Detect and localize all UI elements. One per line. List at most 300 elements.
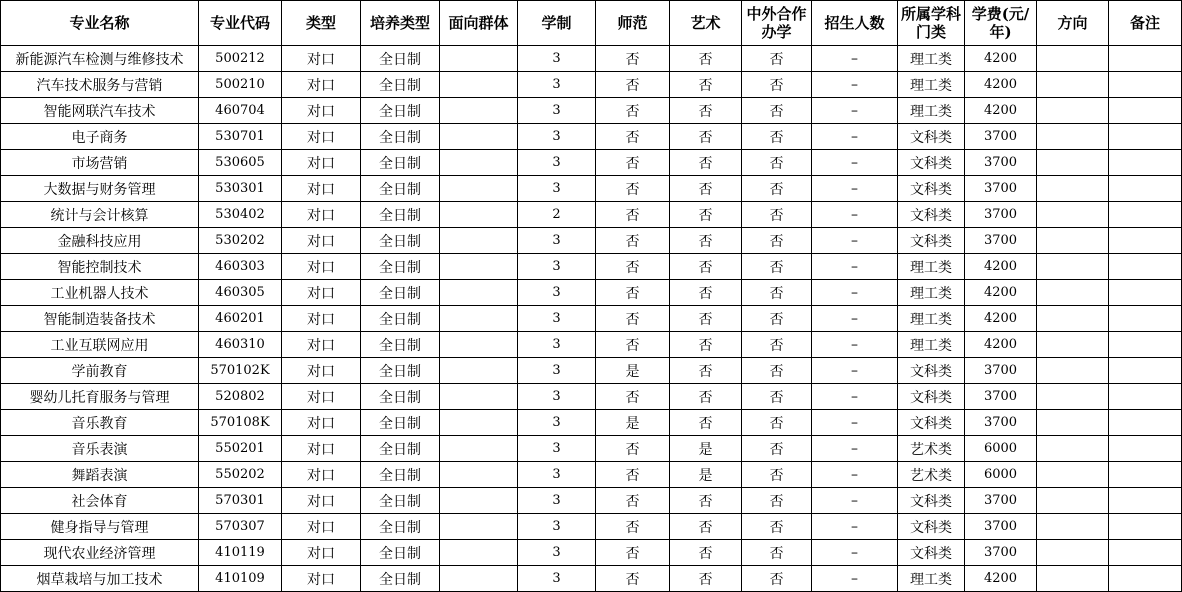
cell-enrollment: – (812, 280, 898, 306)
cell-remarks (1109, 254, 1182, 280)
cell-tuition: 3700 (965, 124, 1037, 150)
cell-training-type: 全日制 (361, 202, 440, 228)
table-row (1, 358, 1182, 384)
cell-art: 否 (670, 488, 742, 514)
cell-enrollment: – (812, 228, 898, 254)
cell-teacher-training: 是 (596, 410, 670, 436)
header-cell-major-name: 专业名称 (1, 1, 199, 46)
cell-art: 否 (670, 176, 742, 202)
cell-training-type: 全日制 (361, 72, 440, 98)
cell-remarks (1109, 358, 1182, 384)
cell-remarks (1109, 72, 1182, 98)
table-row (1, 410, 1182, 436)
cell-tuition: 4200 (965, 306, 1037, 332)
cell-major-name: 汽车技术服务与营销 (1, 72, 199, 98)
cell-major-name: 婴幼儿托育服务与管理 (1, 384, 199, 410)
cell-teacher-training: 否 (596, 436, 670, 462)
table-row (1, 46, 1182, 72)
header-cell-type: 类型 (282, 1, 361, 46)
cell-joint-program: 否 (742, 228, 812, 254)
cell-duration: 3 (518, 540, 596, 566)
cell-target-group (440, 98, 518, 124)
cell-type: 对口 (282, 384, 361, 410)
cell-major-name: 统计与会计核算 (1, 202, 199, 228)
cell-major-name: 新能源汽车检测与维修技术 (1, 46, 199, 72)
cell-discipline: 理工类 (898, 46, 965, 72)
cell-teacher-training: 否 (596, 150, 670, 176)
cell-remarks (1109, 228, 1182, 254)
cell-joint-program: 否 (742, 306, 812, 332)
cell-training-type: 全日制 (361, 150, 440, 176)
cell-joint-program: 否 (742, 384, 812, 410)
cell-target-group (440, 46, 518, 72)
cell-joint-program: 否 (742, 462, 812, 488)
header-cell-training-type: 培养类型 (361, 1, 440, 46)
cell-major-code: 530202 (199, 228, 282, 254)
cell-major-name: 智能控制技术 (1, 254, 199, 280)
cell-art: 否 (670, 514, 742, 540)
cell-teacher-training: 否 (596, 72, 670, 98)
cell-duration: 3 (518, 72, 596, 98)
cell-teacher-training: 否 (596, 384, 670, 410)
cell-training-type: 全日制 (361, 280, 440, 306)
cell-teacher-training: 否 (596, 98, 670, 124)
cell-enrollment: – (812, 150, 898, 176)
cell-joint-program: 否 (742, 410, 812, 436)
cell-tuition: 4200 (965, 280, 1037, 306)
cell-major-name: 工业互联网应用 (1, 332, 199, 358)
cell-direction (1037, 202, 1109, 228)
cell-major-code: 530402 (199, 202, 282, 228)
table-row (1, 228, 1182, 254)
cell-type: 对口 (282, 462, 361, 488)
table-body (1, 46, 1182, 592)
cell-target-group (440, 150, 518, 176)
table-row (1, 332, 1182, 358)
cell-discipline: 文科类 (898, 384, 965, 410)
table-row (1, 202, 1182, 228)
cell-type: 对口 (282, 98, 361, 124)
cell-teacher-training: 否 (596, 202, 670, 228)
table-row (1, 176, 1182, 202)
cell-training-type: 全日制 (361, 98, 440, 124)
cell-target-group (440, 540, 518, 566)
cell-discipline: 文科类 (898, 410, 965, 436)
cell-direction (1037, 540, 1109, 566)
cell-duration: 3 (518, 98, 596, 124)
cell-major-name: 学前教育 (1, 358, 199, 384)
cell-duration: 3 (518, 280, 596, 306)
cell-enrollment: – (812, 332, 898, 358)
cell-tuition: 4200 (965, 254, 1037, 280)
cell-major-code: 500210 (199, 72, 282, 98)
cell-target-group (440, 410, 518, 436)
cell-art: 否 (670, 202, 742, 228)
cell-enrollment: – (812, 124, 898, 150)
cell-major-code: 500212 (199, 46, 282, 72)
cell-target-group (440, 280, 518, 306)
cell-discipline: 文科类 (898, 540, 965, 566)
cell-major-code: 570108K (199, 410, 282, 436)
cell-discipline: 文科类 (898, 124, 965, 150)
cell-art: 否 (670, 46, 742, 72)
cell-type: 对口 (282, 46, 361, 72)
table-row (1, 462, 1182, 488)
cell-type: 对口 (282, 280, 361, 306)
cell-direction (1037, 410, 1109, 436)
cell-remarks (1109, 176, 1182, 202)
cell-art: 否 (670, 72, 742, 98)
cell-type: 对口 (282, 306, 361, 332)
cell-type: 对口 (282, 228, 361, 254)
cell-target-group (440, 202, 518, 228)
cell-teacher-training: 是 (596, 358, 670, 384)
cell-type: 对口 (282, 150, 361, 176)
cell-type: 对口 (282, 358, 361, 384)
cell-art: 否 (670, 540, 742, 566)
cell-duration: 3 (518, 150, 596, 176)
header-cell-target-group: 面向群体 (440, 1, 518, 46)
cell-tuition: 6000 (965, 436, 1037, 462)
cell-training-type: 全日制 (361, 124, 440, 150)
cell-art: 否 (670, 228, 742, 254)
cell-target-group (440, 254, 518, 280)
cell-tuition: 4200 (965, 566, 1037, 592)
cell-target-group (440, 488, 518, 514)
cell-duration: 3 (518, 358, 596, 384)
cell-remarks (1109, 202, 1182, 228)
cell-remarks (1109, 462, 1182, 488)
cell-major-name: 电子商务 (1, 124, 199, 150)
cell-duration: 3 (518, 124, 596, 150)
cell-enrollment: – (812, 384, 898, 410)
cell-training-type: 全日制 (361, 410, 440, 436)
cell-discipline: 理工类 (898, 98, 965, 124)
cell-target-group (440, 332, 518, 358)
cell-major-code: 550201 (199, 436, 282, 462)
cell-major-name: 烟草栽培与加工技术 (1, 566, 199, 592)
cell-enrollment: – (812, 462, 898, 488)
cell-direction (1037, 176, 1109, 202)
cell-tuition: 3700 (965, 384, 1037, 410)
cell-teacher-training: 否 (596, 488, 670, 514)
cell-target-group (440, 462, 518, 488)
cell-enrollment: – (812, 436, 898, 462)
cell-major-code: 410119 (199, 540, 282, 566)
cell-remarks (1109, 98, 1182, 124)
cell-art: 否 (670, 332, 742, 358)
cell-tuition: 3700 (965, 488, 1037, 514)
cell-tuition: 3700 (965, 150, 1037, 176)
cell-joint-program: 否 (742, 254, 812, 280)
cell-major-code: 570301 (199, 488, 282, 514)
cell-joint-program: 否 (742, 332, 812, 358)
cell-direction (1037, 280, 1109, 306)
cell-major-name: 舞蹈表演 (1, 462, 199, 488)
cell-teacher-training: 否 (596, 332, 670, 358)
cell-direction (1037, 566, 1109, 592)
cell-training-type: 全日制 (361, 436, 440, 462)
table-row (1, 566, 1182, 592)
cell-joint-program: 否 (742, 46, 812, 72)
cell-major-code: 530701 (199, 124, 282, 150)
cell-discipline: 理工类 (898, 306, 965, 332)
cell-remarks (1109, 384, 1182, 410)
cell-direction (1037, 46, 1109, 72)
cell-major-code: 570102K (199, 358, 282, 384)
cell-joint-program: 否 (742, 98, 812, 124)
cell-type: 对口 (282, 332, 361, 358)
cell-duration: 3 (518, 462, 596, 488)
cell-major-name: 市场营销 (1, 150, 199, 176)
cell-teacher-training: 否 (596, 280, 670, 306)
cell-target-group (440, 384, 518, 410)
cell-direction (1037, 72, 1109, 98)
cell-enrollment: – (812, 72, 898, 98)
cell-target-group (440, 436, 518, 462)
cell-training-type: 全日制 (361, 46, 440, 72)
cell-teacher-training: 否 (596, 46, 670, 72)
cell-training-type: 全日制 (361, 332, 440, 358)
cell-discipline: 文科类 (898, 358, 965, 384)
cell-type: 对口 (282, 436, 361, 462)
cell-tuition: 3700 (965, 202, 1037, 228)
header-cell-discipline: 所属学科门类 (898, 1, 965, 46)
cell-art: 否 (670, 358, 742, 384)
cell-remarks (1109, 150, 1182, 176)
cell-teacher-training: 否 (596, 540, 670, 566)
cell-discipline: 理工类 (898, 254, 965, 280)
header-cell-direction: 方向 (1037, 1, 1109, 46)
header-cell-enrollment: 招生人数 (812, 1, 898, 46)
cell-duration: 3 (518, 488, 596, 514)
cell-enrollment: – (812, 358, 898, 384)
cell-target-group (440, 124, 518, 150)
cell-major-code: 460704 (199, 98, 282, 124)
cell-type: 对口 (282, 566, 361, 592)
cell-target-group (440, 228, 518, 254)
cell-enrollment: – (812, 202, 898, 228)
cell-training-type: 全日制 (361, 358, 440, 384)
cell-joint-program: 否 (742, 358, 812, 384)
cell-training-type: 全日制 (361, 254, 440, 280)
cell-training-type: 全日制 (361, 488, 440, 514)
cell-duration: 3 (518, 332, 596, 358)
cell-discipline: 艺术类 (898, 436, 965, 462)
cell-direction (1037, 332, 1109, 358)
cell-major-code: 530605 (199, 150, 282, 176)
table-row (1, 280, 1182, 306)
cell-remarks (1109, 332, 1182, 358)
cell-duration: 3 (518, 384, 596, 410)
cell-major-name: 现代农业经济管理 (1, 540, 199, 566)
cell-joint-program: 否 (742, 566, 812, 592)
cell-remarks (1109, 436, 1182, 462)
cell-joint-program: 否 (742, 514, 812, 540)
table-row (1, 384, 1182, 410)
table-row (1, 488, 1182, 514)
cell-remarks (1109, 124, 1182, 150)
cell-joint-program: 否 (742, 280, 812, 306)
table-row (1, 150, 1182, 176)
cell-target-group (440, 72, 518, 98)
cell-discipline: 艺术类 (898, 462, 965, 488)
cell-joint-program: 否 (742, 124, 812, 150)
cell-duration: 3 (518, 254, 596, 280)
cell-training-type: 全日制 (361, 228, 440, 254)
cell-remarks (1109, 306, 1182, 332)
table-row (1, 124, 1182, 150)
table-row (1, 72, 1182, 98)
cell-type: 对口 (282, 124, 361, 150)
cell-discipline: 理工类 (898, 332, 965, 358)
cell-major-code: 460201 (199, 306, 282, 332)
cell-teacher-training: 否 (596, 514, 670, 540)
header-cell-remarks: 备注 (1109, 1, 1182, 46)
cell-major-code: 530301 (199, 176, 282, 202)
cell-duration: 2 (518, 202, 596, 228)
cell-enrollment: – (812, 254, 898, 280)
header-cell-teacher-training: 师范 (596, 1, 670, 46)
cell-teacher-training: 否 (596, 462, 670, 488)
header-row (1, 1, 1182, 46)
cell-training-type: 全日制 (361, 514, 440, 540)
cell-direction (1037, 514, 1109, 540)
cell-duration: 3 (518, 514, 596, 540)
cell-duration: 3 (518, 410, 596, 436)
cell-target-group (440, 306, 518, 332)
cell-type: 对口 (282, 540, 361, 566)
cell-major-name: 智能制造装备技术 (1, 306, 199, 332)
header-cell-art: 艺术 (670, 1, 742, 46)
cell-tuition: 3700 (965, 540, 1037, 566)
cell-direction (1037, 358, 1109, 384)
cell-joint-program: 否 (742, 150, 812, 176)
cell-joint-program: 否 (742, 72, 812, 98)
table-row (1, 98, 1182, 124)
cell-discipline: 文科类 (898, 514, 965, 540)
cell-tuition: 3700 (965, 176, 1037, 202)
cell-training-type: 全日制 (361, 540, 440, 566)
cell-art: 否 (670, 254, 742, 280)
cell-joint-program: 否 (742, 202, 812, 228)
cell-remarks (1109, 514, 1182, 540)
cell-training-type: 全日制 (361, 462, 440, 488)
header-cell-tuition: 学费(元/年) (965, 1, 1037, 46)
cell-major-name: 金融科技应用 (1, 228, 199, 254)
cell-discipline: 文科类 (898, 150, 965, 176)
cell-major-name: 智能网联汽车技术 (1, 98, 199, 124)
cell-direction (1037, 462, 1109, 488)
cell-remarks (1109, 566, 1182, 592)
cell-teacher-training: 否 (596, 306, 670, 332)
cell-remarks (1109, 410, 1182, 436)
cell-tuition: 4200 (965, 72, 1037, 98)
cell-tuition: 3700 (965, 228, 1037, 254)
cell-training-type: 全日制 (361, 306, 440, 332)
cell-tuition: 3700 (965, 410, 1037, 436)
table-row (1, 254, 1182, 280)
cell-duration: 3 (518, 566, 596, 592)
cell-duration: 3 (518, 306, 596, 332)
cell-enrollment: – (812, 98, 898, 124)
cell-duration: 3 (518, 228, 596, 254)
cell-teacher-training: 否 (596, 176, 670, 202)
cell-tuition: 3700 (965, 358, 1037, 384)
cell-type: 对口 (282, 72, 361, 98)
cell-enrollment: – (812, 410, 898, 436)
cell-art: 否 (670, 280, 742, 306)
cell-art: 是 (670, 462, 742, 488)
cell-target-group (440, 358, 518, 384)
cell-enrollment: – (812, 488, 898, 514)
cell-teacher-training: 否 (596, 124, 670, 150)
cell-discipline: 理工类 (898, 566, 965, 592)
cell-remarks (1109, 280, 1182, 306)
cell-remarks (1109, 46, 1182, 72)
cell-direction (1037, 254, 1109, 280)
cell-direction (1037, 384, 1109, 410)
cell-major-code: 570307 (199, 514, 282, 540)
cell-major-name: 社会体育 (1, 488, 199, 514)
cell-direction (1037, 228, 1109, 254)
cell-major-code: 520802 (199, 384, 282, 410)
cell-major-code: 460310 (199, 332, 282, 358)
table-row (1, 514, 1182, 540)
cell-major-code: 460305 (199, 280, 282, 306)
table-row (1, 436, 1182, 462)
cell-enrollment: – (812, 566, 898, 592)
cell-art: 否 (670, 98, 742, 124)
cell-discipline: 理工类 (898, 72, 965, 98)
cell-tuition: 3700 (965, 514, 1037, 540)
cell-teacher-training: 否 (596, 566, 670, 592)
cell-enrollment: – (812, 540, 898, 566)
header-cell-joint-program: 中外合作办学 (742, 1, 812, 46)
cell-major-name: 音乐表演 (1, 436, 199, 462)
cell-training-type: 全日制 (361, 566, 440, 592)
cell-enrollment: – (812, 306, 898, 332)
cell-teacher-training: 否 (596, 254, 670, 280)
cell-major-name: 大数据与财务管理 (1, 176, 199, 202)
cell-direction (1037, 150, 1109, 176)
cell-enrollment: – (812, 176, 898, 202)
cell-major-code: 410109 (199, 566, 282, 592)
cell-art: 否 (670, 566, 742, 592)
cell-target-group (440, 566, 518, 592)
cell-duration: 3 (518, 436, 596, 462)
cell-type: 对口 (282, 254, 361, 280)
cell-art: 是 (670, 436, 742, 462)
cell-direction (1037, 98, 1109, 124)
cell-art: 否 (670, 124, 742, 150)
cell-discipline: 文科类 (898, 202, 965, 228)
header-cell-duration: 学制 (518, 1, 596, 46)
cell-tuition: 4200 (965, 46, 1037, 72)
cell-duration: 3 (518, 46, 596, 72)
cell-type: 对口 (282, 176, 361, 202)
cell-direction (1037, 436, 1109, 462)
cell-target-group (440, 176, 518, 202)
cell-joint-program: 否 (742, 488, 812, 514)
cell-type: 对口 (282, 410, 361, 436)
cell-tuition: 4200 (965, 98, 1037, 124)
cell-type: 对口 (282, 514, 361, 540)
cell-remarks (1109, 540, 1182, 566)
cell-joint-program: 否 (742, 540, 812, 566)
cell-major-name: 健身指导与管理 (1, 514, 199, 540)
cell-joint-program: 否 (742, 436, 812, 462)
